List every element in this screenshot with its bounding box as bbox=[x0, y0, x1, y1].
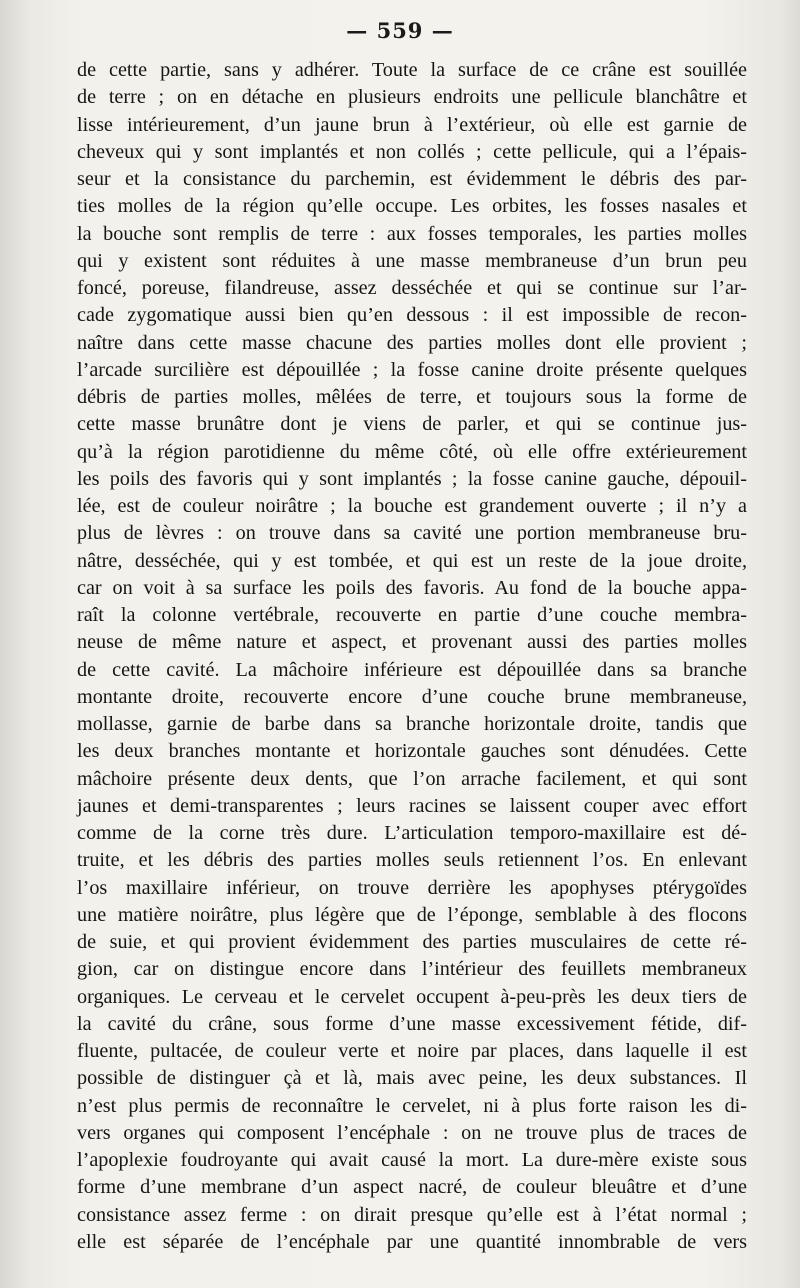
text-line: ties molles de la région qu’elle occupe. Les orbites, les fosses nasales et bbox=[77, 195, 747, 218]
text-line: gion, car on distingue encore dans l’intérieur des feuillets membraneux bbox=[77, 958, 747, 981]
text-line: lée, est de couleur noirâtre ; la bouche est grandement ouverte ; il n’y a bbox=[77, 495, 747, 517]
body-text bbox=[77, 57, 747, 1256]
text-line: la cavité du crâne, sous forme d’une masse excessivement fétide, dif- bbox=[77, 1012, 747, 1035]
text-line: les poils des favoris qui y sont implantés ; la fosse canine gauche, dépouil- bbox=[77, 467, 747, 490]
text-line: les deux branches montante et horizontale gauches sont dénudées. Cette bbox=[77, 740, 747, 763]
text-line: n’est plus permis de reconnaître le cervelet, ni à plus forte raison les di- bbox=[77, 1094, 747, 1117]
text-line: consistance assez ferme : on dirait presque qu’elle est à l’état normal ; bbox=[77, 1203, 747, 1226]
text-line: de terre ; on en détache en plusieurs endroits une pellicule blanchâtre et bbox=[77, 86, 747, 109]
text-line: fluente, pultacée, de couleur verte et noire par places, dans laquelle il est bbox=[77, 1040, 747, 1062]
text-line: qu’à la région parotidienne du même côté, où elle offre extérieurement bbox=[77, 440, 747, 463]
text-line: de suie, et qui provient évidemment des parties musculaires de cette ré- bbox=[77, 931, 747, 953]
text-line: cette masse brunâtre dont je viens de parler, et qui se continue jus- bbox=[77, 413, 747, 436]
text-line: possible de distinguer çà et là, mais avec peine, les deux substances. Il bbox=[77, 1067, 747, 1090]
text-line: jaunes et demi-transparentes ; leurs racines se laissent couper avec effort bbox=[77, 794, 747, 817]
text-line: débris de parties molles, mêlées de terre, et toujours sous la forme de bbox=[77, 386, 747, 408]
text-line: la bouche sont remplis de terre : aux fosses temporales, les parties molles bbox=[77, 222, 747, 245]
text-line: cade zygomatique aussi bien qu’en dessous : il est impossible de recon- bbox=[77, 304, 747, 327]
text-line: l’arcade surcilière est dépouillée ; la fosse canine droite présente quelques bbox=[77, 358, 747, 381]
text-line: plus de lèvres : on trouve dans sa cavité une portion membraneuse bru- bbox=[77, 522, 747, 545]
text-line: raît la colonne vertébrale, recouverte en partie d’une couche membra- bbox=[77, 604, 747, 626]
text-line: naître dans cette masse chacune des parties molles dont elle provient ; bbox=[77, 331, 747, 354]
text-line: mollasse, garnie de barbe dans sa branche horizontale droite, tandis que bbox=[77, 713, 747, 735]
text-line: qui y existent sont réduites à une masse membraneuse d’un brun peu bbox=[77, 249, 747, 272]
text-line: vers organes qui composent l’encéphale : on ne trouve plus de traces de bbox=[77, 1121, 747, 1144]
text-line: lisse intérieurement, d’un jaune brun à l’extérieur, où elle est garnie de bbox=[77, 113, 747, 136]
text-line: comme de la corne très dure. L’articulation temporo-maxillaire est dé- bbox=[77, 822, 747, 844]
text-line: nâtre, desséchée, qui y est tombée, et qui est un reste de la joue droite, bbox=[77, 549, 747, 572]
text-line: elle est séparée de l’encéphale par une quantité innombrable de vers bbox=[77, 1230, 747, 1253]
text-line: de cette partie, sans y adhérer. Toute la surface de ce crâne est souillée bbox=[77, 59, 747, 81]
text-line: cheveux qui y sont implantés et non collés ; cette pellicule, qui a l’épais- bbox=[77, 140, 747, 163]
text-line: organiques. Le cerveau et le cervelet occupent à-peu-près les deux tiers de bbox=[77, 985, 747, 1008]
text-line: truite, et les débris des parties molles seuls retiennent l’os. En enlevant bbox=[77, 849, 747, 872]
text-line: une matière noirâtre, plus légère que de l’éponge, semblable à des flocons bbox=[77, 903, 747, 926]
text-line: car on voit à sa surface les poils des favoris. Au fond de la bouche appa- bbox=[77, 576, 747, 599]
text-line: seur et la consistance du parchemin, est évidemment le débris des par- bbox=[77, 168, 747, 190]
text-line: mâchoire présente deux dents, que l’on arrache facilement, et qui sont bbox=[77, 767, 747, 790]
text-line: de cette cavité. La mâchoire inférieure est dépouillée dans sa branche bbox=[77, 658, 747, 681]
text-line: foncé, poreuse, filandreuse, assez desséchée et qui se continue sur l’ar- bbox=[77, 277, 747, 299]
page-number: — 559 — bbox=[346, 18, 454, 43]
text-line: l’os maxillaire inférieur, on trouve derrière les apophyses ptérygoïdes bbox=[77, 876, 747, 899]
text-line: l’apoplexie foudroyante qui avait causé la mort. La dure-mère existe sous bbox=[77, 1149, 747, 1171]
text-line: neuse de même nature et aspect, et provenant aussi des parties molles bbox=[77, 631, 747, 654]
text-line: forme d’une membrane d’un aspect nacré, de couleur bleuâtre et d’une bbox=[77, 1176, 747, 1199]
text-line: montante droite, recouverte encore d’une couche brune membraneuse, bbox=[77, 685, 747, 708]
